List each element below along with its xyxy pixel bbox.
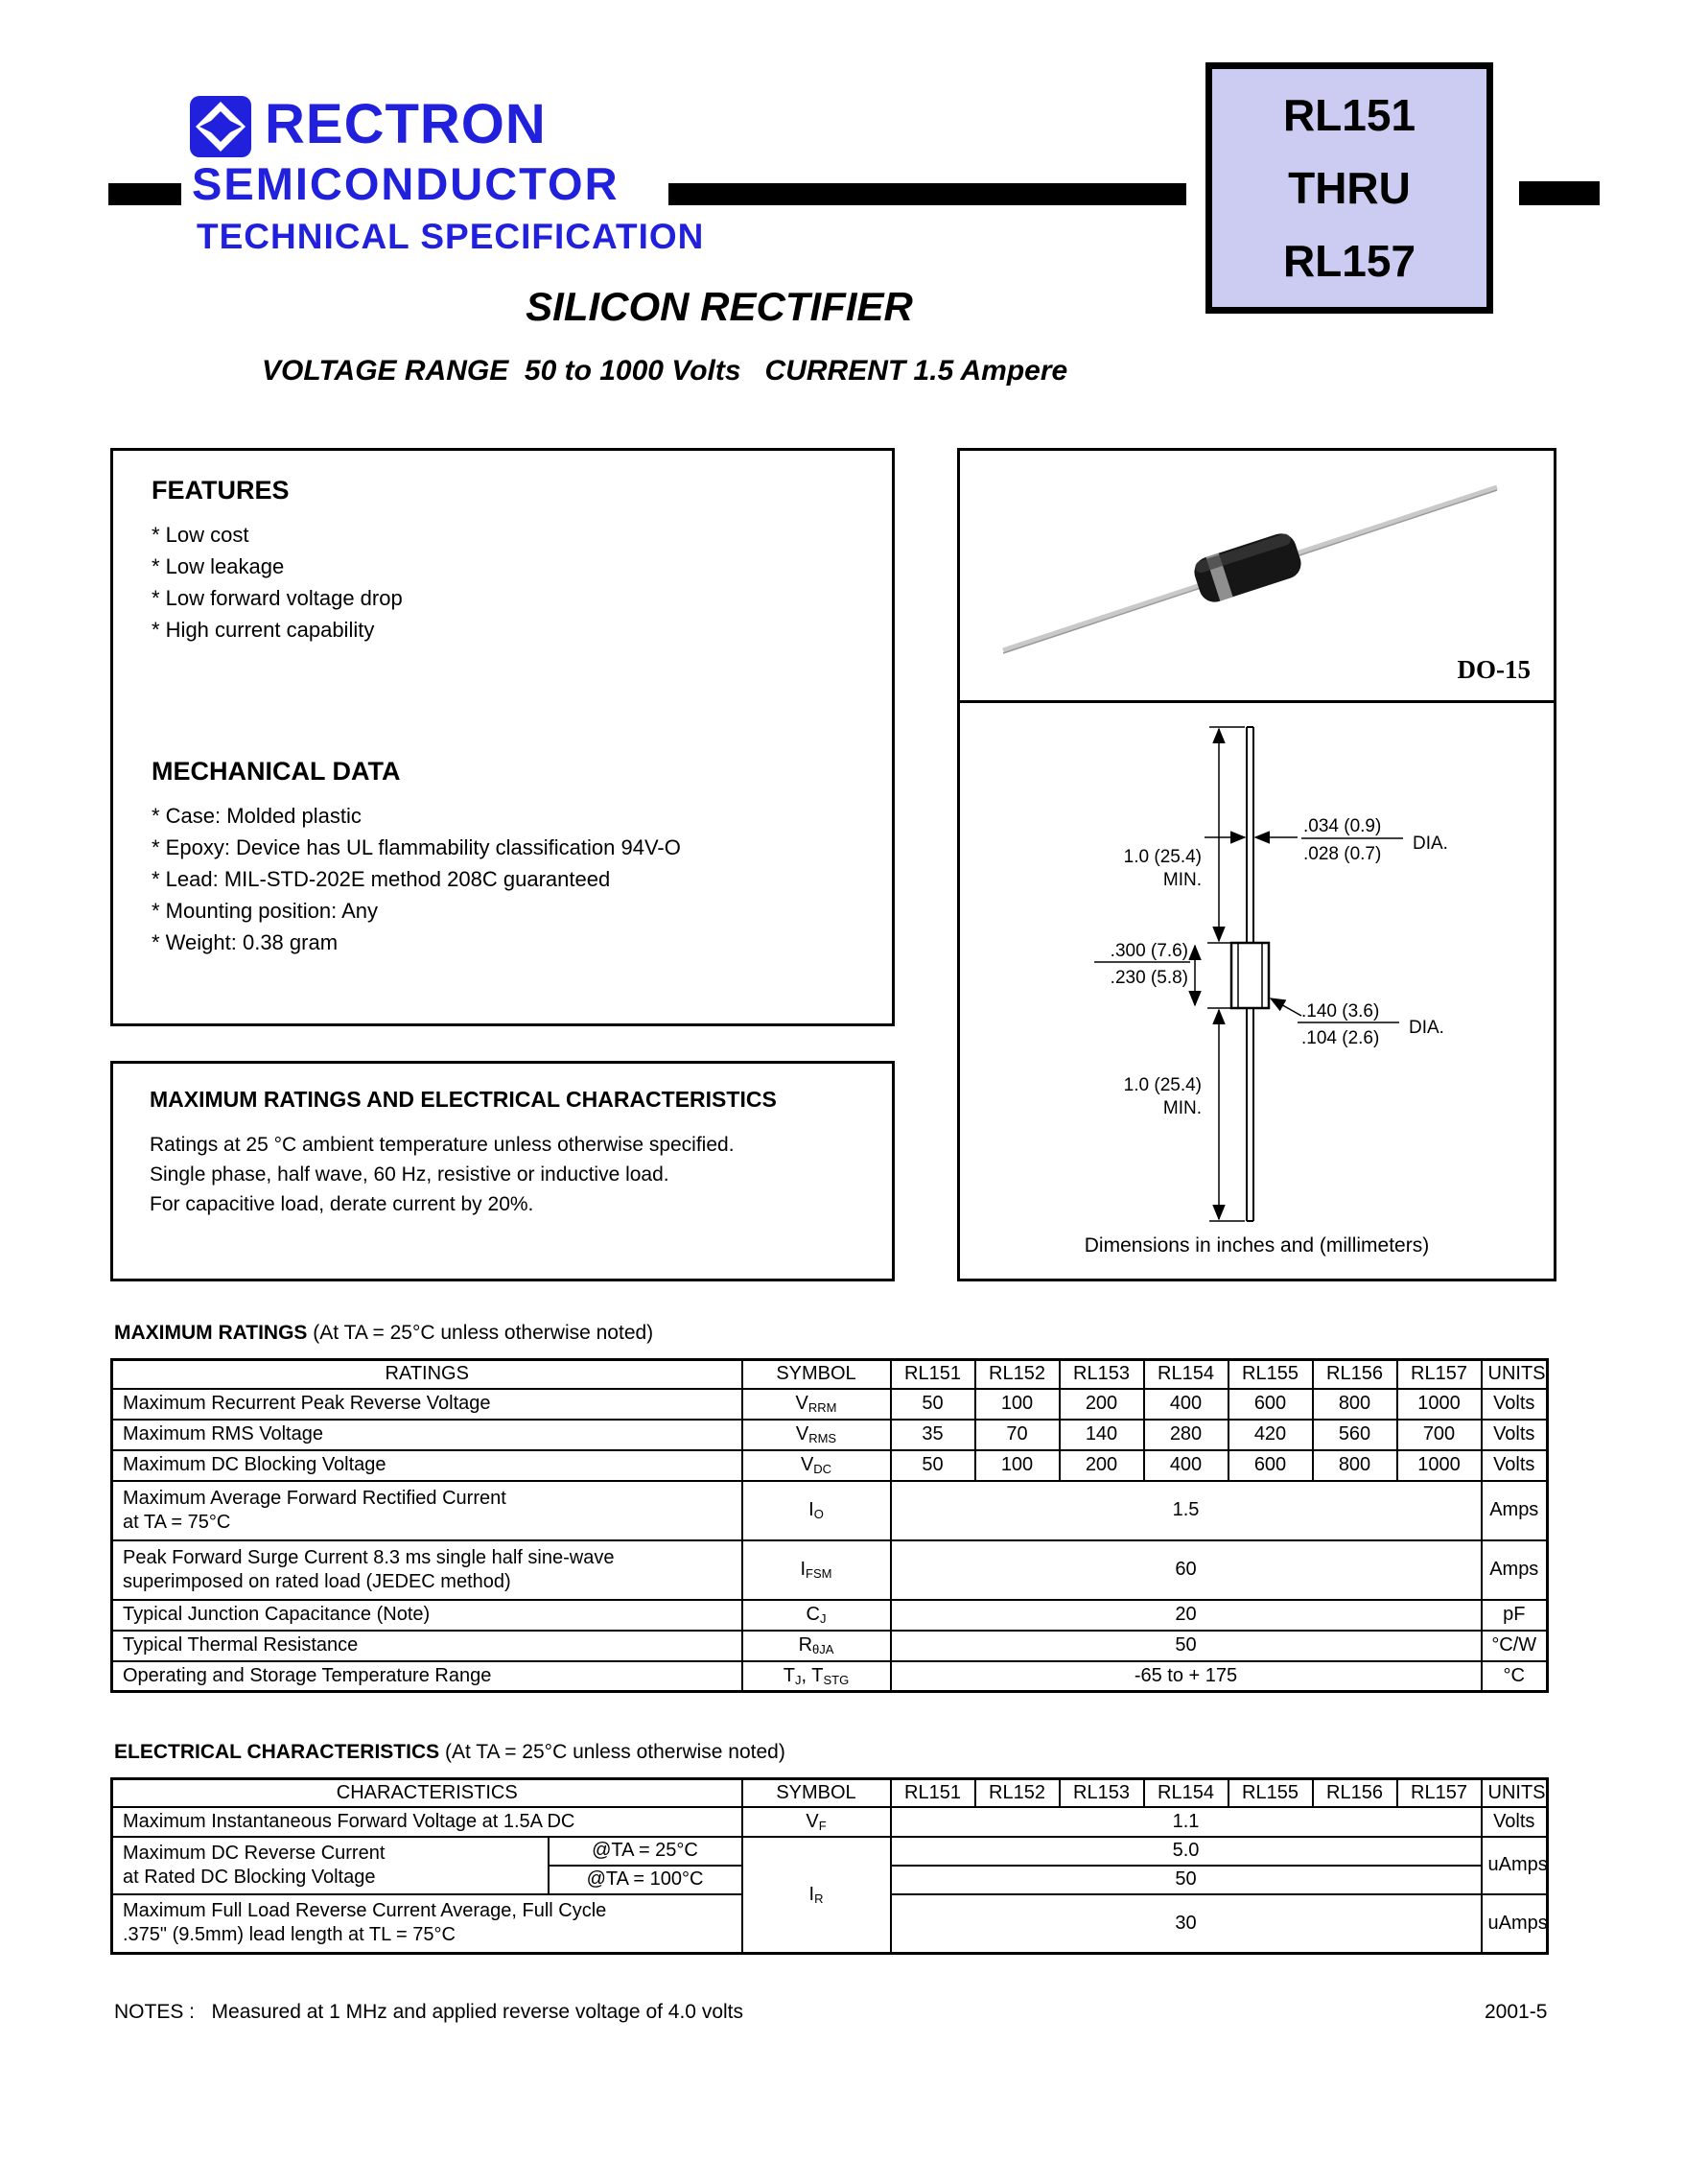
cell-value: 200 [1060, 1389, 1144, 1420]
doc-code: 2001-5 [1485, 2001, 1548, 2023]
divider-bar-right [1519, 181, 1600, 205]
voltage-current-subtitle: VOLTAGE RANGE 50 to 1000 Volts CURRENT 1.5 Ampere [262, 355, 1068, 387]
col-header: SYMBOL [742, 1779, 891, 1807]
brand-name: RECTRON [265, 93, 547, 155]
table-row [112, 1807, 1548, 1837]
cell-value: 200 [1060, 1450, 1144, 1481]
cell-units: pF [1482, 1600, 1548, 1631]
cell-symbol: $R_{\theta JA}$ [742, 1631, 891, 1661]
table-row [112, 1661, 1548, 1692]
cell-symbol: $V_{RRM}$ [742, 1389, 891, 1420]
col-header: CHARACTERISTICS [112, 1779, 742, 1807]
cell-value: 400 [1144, 1450, 1228, 1481]
table-row [112, 1450, 1548, 1481]
table-header-row [112, 1779, 1548, 1807]
cell-characteristic: Maximum Full Load Reverse Current Average, Full Cycle .375" (9.5mm) lead length at TL = 75°C [112, 1894, 742, 1954]
col-header: RL157 [1397, 1779, 1482, 1807]
cell-condition: @TA = 100°C [549, 1866, 742, 1894]
divider-bar-left [108, 183, 181, 205]
dim-bottom-lead-min: MIN. [1162, 1098, 1202, 1118]
col-header: SYMBOL [742, 1360, 891, 1389]
cell-units: uAmps [1482, 1837, 1548, 1894]
cell-value: 30 [891, 1894, 1482, 1954]
dim-body-length-min: .230 (5.8) [1110, 968, 1188, 988]
max-ratings-label: MAXIMUM RATINGS (At TA = 25°C unless otherwise noted) [114, 1322, 654, 1344]
cell-value: 50 [891, 1866, 1482, 1894]
col-header: RL151 [891, 1779, 975, 1807]
cell-symbol: $V_{RMS}$ [742, 1420, 891, 1450]
cell-value: 5.0 [891, 1837, 1482, 1866]
feature-item: * Low forward voltage drop [152, 586, 403, 610]
cell-rating: Typical Junction Capacitance (Note) [112, 1600, 742, 1631]
col-header: RATINGS [112, 1360, 742, 1389]
cell-value: 1.1 [891, 1807, 1482, 1837]
col-header: RL153 [1060, 1779, 1144, 1807]
cell-value: 1000 [1397, 1450, 1482, 1481]
cell-units: uAmps [1482, 1894, 1548, 1954]
mechanical-item: * Epoxy: Device has UL flammability classification 94V-O [152, 835, 681, 859]
cell-units: Amps [1482, 1540, 1548, 1600]
cell-symbol: $I_{FSM}$ [742, 1540, 891, 1600]
ratings-note-box [110, 1061, 895, 1281]
col-header: RL152 [975, 1779, 1060, 1807]
dim-dia-label: DIA. [1413, 834, 1448, 854]
cell-rating: Maximum Average Forward Rectified Current at TA = 75°C [112, 1481, 742, 1540]
col-header: RL154 [1144, 1360, 1228, 1389]
col-header: UNITS [1482, 1360, 1548, 1389]
cell-value: 50 [891, 1450, 975, 1481]
mechanical-heading: MECHANICAL DATA [152, 757, 401, 786]
col-header: RL155 [1228, 1779, 1313, 1807]
cell-symbol: $T_J$, $T_{STG}$ [742, 1661, 891, 1692]
cell-units: Volts [1482, 1450, 1548, 1481]
dim-bottom-lead-length: 1.0 (25.4) [1123, 1075, 1202, 1095]
dim-dia-label2: DIA. [1409, 1018, 1444, 1038]
cell-units: Volts [1482, 1420, 1548, 1450]
dimension-caption: Dimensions in inches and (millimeters) [1084, 1234, 1430, 1257]
ratings-note-line: For capacitive load, derate current by 20%. [150, 1193, 534, 1215]
notes-line: NOTES : Measured at 1 MHz and applied reverse voltage of 4.0 volts [114, 2001, 744, 2023]
cell-units: Amps [1482, 1481, 1548, 1540]
table-row [112, 1631, 1548, 1661]
dim-body-dia-min: .104 (2.6) [1301, 1028, 1380, 1048]
table-header-row [112, 1360, 1548, 1389]
cell-characteristic: Maximum Instantaneous Forward Voltage at 1.5A DC [112, 1807, 742, 1837]
cell-value: 800 [1313, 1389, 1397, 1420]
cell-value: 700 [1397, 1420, 1482, 1450]
feature-item: * Low cost [152, 523, 249, 547]
mechanical-item: * Case: Molded plastic [152, 804, 362, 828]
dimension-area [960, 703, 1554, 1279]
cell-rating: Peak Forward Surge Current 8.3 ms single half sine-wave superimposed on rated load (JEDEC method) [112, 1540, 742, 1600]
cell-characteristic: Maximum DC Reverse Current at Rated DC Blocking Voltage [112, 1837, 549, 1894]
cell-value: 280 [1144, 1420, 1228, 1450]
table-row [112, 1600, 1548, 1631]
ratings-note-heading: MAXIMUM RATINGS AND ELECTRICAL CHARACTERISTICS [150, 1087, 777, 1112]
max-ratings-table [110, 1358, 1549, 1693]
col-header: RL154 [1144, 1779, 1228, 1807]
col-header: RL151 [891, 1360, 975, 1389]
technical-spec-label: TECHNICAL SPECIFICATION [197, 217, 705, 256]
features-box [110, 448, 895, 1026]
table-row [112, 1540, 1548, 1600]
dim-lead-dia-min: .028 (0.7) [1303, 844, 1382, 864]
feature-item: * Low leakage [152, 554, 285, 578]
cell-value: 560 [1313, 1420, 1397, 1450]
dim-lead-dia-max: .034 (0.9) [1303, 816, 1382, 836]
cell-units: °C [1482, 1661, 1548, 1692]
cell-rating: Operating and Storage Temperature Range [112, 1661, 742, 1692]
rectron-logo-icon [190, 96, 251, 157]
mechanical-item: * Mounting position: Any [152, 899, 379, 923]
diode-photo-area [960, 451, 1554, 703]
cell-rating: Maximum RMS Voltage [112, 1420, 742, 1450]
cell-rating: Typical Thermal Resistance [112, 1631, 742, 1661]
dim-body-dia-max: .140 (3.6) [1301, 1001, 1380, 1022]
cell-symbol: $I_O$ [742, 1481, 891, 1540]
cell-value: 50 [891, 1631, 1482, 1661]
cell-symbol: $V_F$ [742, 1807, 891, 1837]
cell-value: 400 [1144, 1389, 1228, 1420]
dim-body-length-max: .300 (7.6) [1110, 941, 1188, 961]
cell-value: 600 [1228, 1450, 1313, 1481]
ratings-note-line: Single phase, half wave, 60 Hz, resistive or inductive load. [150, 1163, 669, 1186]
table-row [112, 1389, 1548, 1420]
cell-units: Volts [1482, 1389, 1548, 1420]
cell-value: 20 [891, 1600, 1482, 1631]
cell-units: °C/W [1482, 1631, 1548, 1661]
part-number-line: RL157 [1282, 236, 1416, 286]
cell-rating: Maximum DC Blocking Voltage [112, 1450, 742, 1481]
col-header: RL156 [1313, 1779, 1397, 1807]
elec-char-table [110, 1777, 1549, 1955]
mechanical-item: * Lead: MIL-STD-202E method 208C guaranteed [152, 867, 611, 891]
cell-value: 100 [975, 1389, 1060, 1420]
col-header: UNITS [1482, 1779, 1548, 1807]
part-number-line: RL151 [1282, 90, 1416, 140]
cell-units: Volts [1482, 1807, 1548, 1837]
dim-top-lead-length: 1.0 (25.4) [1123, 847, 1202, 867]
cell-condition: @TA = 25°C [549, 1837, 742, 1866]
table-row [112, 1837, 1548, 1866]
cell-symbol: $I_R$ [742, 1837, 891, 1954]
table-row [112, 1420, 1548, 1450]
diode-body [1190, 529, 1304, 606]
col-header: RL153 [1060, 1360, 1144, 1389]
cell-value: -65 to + 175 [891, 1661, 1482, 1692]
cell-value: 35 [891, 1420, 975, 1450]
divider-bar-mid [668, 183, 1186, 205]
part-number-line: THRU [1288, 163, 1411, 213]
cell-symbol: $C_J$ [742, 1600, 891, 1631]
cell-value: 50 [891, 1389, 975, 1420]
table-row [112, 1481, 1548, 1540]
ratings-note-line: Ratings at 25 °C ambient temperature unless otherwise specified. [150, 1134, 735, 1156]
cell-rating: Maximum Recurrent Peak Reverse Voltage [112, 1389, 742, 1420]
package-name-label: DO-15 [1457, 655, 1531, 684]
semiconductor-label: SEMICONDUCTOR [192, 158, 620, 209]
cell-value: 100 [975, 1450, 1060, 1481]
page-title: SILICON RECTIFIER [526, 284, 913, 329]
col-header: RL152 [975, 1360, 1060, 1389]
cell-value: 1.5 [891, 1481, 1482, 1540]
feature-item: * High current capability [152, 618, 375, 642]
cell-value: 70 [975, 1420, 1060, 1450]
cell-value: 140 [1060, 1420, 1144, 1450]
package-box [957, 448, 1556, 1281]
col-header: RL156 [1313, 1360, 1397, 1389]
cell-value: 800 [1313, 1450, 1397, 1481]
cell-value: 600 [1228, 1389, 1313, 1420]
cell-value: 60 [891, 1540, 1482, 1600]
col-header: RL155 [1228, 1360, 1313, 1389]
elec-char-label: ELECTRICAL CHARACTERISTICS (At TA = 25°C unless otherwise noted) [114, 1741, 785, 1763]
mechanical-item: * Weight: 0.38 gram [152, 930, 339, 954]
dimension-drawing [960, 703, 1554, 1226]
col-header: RL157 [1397, 1360, 1482, 1389]
dim-top-lead-min: MIN. [1162, 870, 1202, 890]
cell-symbol: $V_{DC}$ [742, 1450, 891, 1481]
part-number-box [1205, 62, 1493, 314]
cell-value: 420 [1228, 1420, 1313, 1450]
cell-value: 1000 [1397, 1389, 1482, 1420]
features-heading: FEATURES [152, 476, 290, 505]
